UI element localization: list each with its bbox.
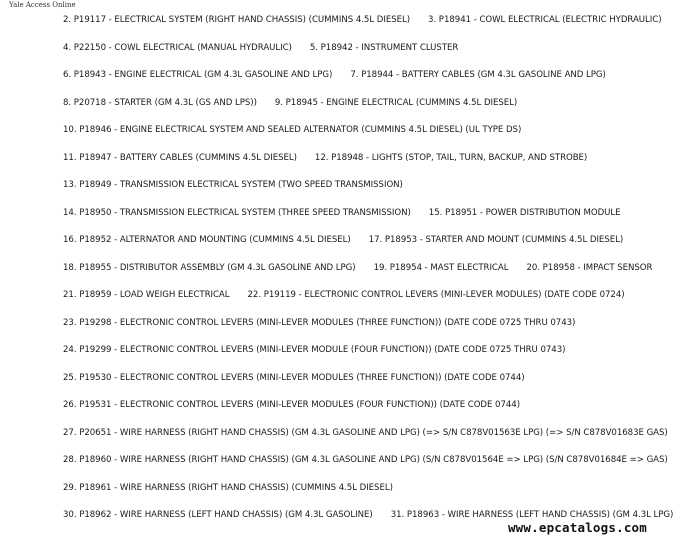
list-line: [63, 124, 678, 152]
index-entry-link[interactable]: 8. P20718 - STARTER (GM 4.3L (GS AND LPS)): [63, 97, 257, 108]
index-entry-link[interactable]: 28. P18960 - WIRE HARNESS (RIGHT HAND CHASSIS) (GM 4.3L GASOLINE AND LPG) (S/N C878V01564E => LPG) (S/N C878V01684E => GAS): [63, 455, 668, 465]
list-line: [63, 152, 678, 180]
list-line: [63, 454, 678, 482]
list-line: [63, 344, 678, 372]
index-entry-link[interactable]: 7. P18944 - BATTERY CABLES (GM 4.3L GASOLINE AND LPG): [350, 70, 606, 80]
index-entry-link[interactable]: 17. P18953 - STARTER AND MOUNT (CUMMINS 4.5L DIESEL): [368, 235, 624, 245]
list-line: [63, 234, 678, 262]
list-line: [63, 179, 678, 207]
list-line: [63, 372, 678, 400]
list-line: [63, 262, 678, 290]
index-entry-link[interactable]: 31. P18963 - WIRE HARNESS (LEFT HAND CHASSIS) (GM 4.3L LPG): [390, 510, 674, 520]
index-entry-link[interactable]: 29. P18961 - WIRE HARNESS (RIGHT HAND CHASSIS) (CUMMINS 4.5L DIESEL): [63, 482, 393, 493]
list-line: [63, 69, 678, 97]
index-entry-link[interactable]: 19. P18954 - MAST ELECTRICAL: [373, 262, 509, 273]
index-entry-link[interactable]: 6. P18943 - ENGINE ELECTRICAL (GM 4.3L GASOLINE AND LPG): [63, 70, 333, 80]
index-entry-link[interactable]: 3. P18941 - COWL ELECTRICAL (ELECTRIC HYDRAULIC): [428, 15, 662, 25]
list-line: [63, 427, 678, 455]
list-line: [63, 482, 678, 510]
index-entry-link[interactable]: 14. P18950 - TRANSMISSION ELECTRICAL SYSTEM (THREE SPEED TRANSMISSION): [63, 207, 411, 218]
list-line: [63, 289, 678, 317]
list-line: [63, 97, 678, 125]
index-entry-link[interactable]: 13. P18949 - TRANSMISSION ELECTRICAL SYSTEM (TWO SPEED TRANSMISSION): [63, 180, 403, 190]
site-label: Yale Access Online: [9, 1, 76, 9]
index-entry-link[interactable]: 4. P22150 - COWL ELECTRICAL (MANUAL HYDRAULIC): [63, 42, 292, 53]
index-entry-link[interactable]: 26. P19531 - ELECTRONIC CONTROL LEVERS (MINI-LEVER MODULES (FOUR FUNCTION)) (DATE CODE 0744): [63, 400, 521, 410]
index-entry-link[interactable]: 25. P19530 - ELECTRONIC CONTROL LEVERS (MINI-LEVER MODULES (THREE FUNCTION)) (DATE CODE 0744): [63, 372, 525, 383]
parts-index-list: [63, 14, 678, 537]
list-line: [63, 207, 678, 235]
list-line: [63, 14, 678, 42]
index-entry-link[interactable]: 2. P19117 - ELECTRICAL SYSTEM (RIGHT HAND CHASSIS) (CUMMINS 4.5L DIESEL): [63, 15, 411, 25]
index-entry-link[interactable]: 30. P18962 - WIRE HARNESS (LEFT HAND CHASSIS) (GM 4.3L GASOLINE): [63, 510, 373, 520]
index-entry-link[interactable]: 11. P18947 - BATTERY CABLES (CUMMINS 4.5L DIESEL): [63, 152, 297, 163]
index-entry-link[interactable]: 10. P18946 - ENGINE ELECTRICAL SYSTEM AND SEALED ALTERNATOR (CUMMINS 4.5L DIESEL) (UL TYPE DS): [63, 125, 522, 135]
index-entry-link[interactable]: 12. P18948 - LIGHTS (STOP, TAIL, TURN, BACKUP, AND STROBE): [314, 152, 588, 163]
index-entry-link[interactable]: 9. P18945 - ENGINE ELECTRICAL (CUMMINS 4.5L DIESEL): [274, 97, 518, 108]
list-line: [63, 399, 678, 427]
index-entry-link[interactable]: 5. P18942 - INSTRUMENT CLUSTER: [309, 42, 459, 53]
index-entry-link[interactable]: 18. P18955 - DISTRIBUTOR ASSEMBLY (GM 4.3L GASOLINE AND LPG): [63, 262, 356, 273]
index-entry-link[interactable]: 24. P19299 - ELECTRONIC CONTROL LEVERS (MINI-LEVER MODULE (FOUR FUNCTION)) (DATE CODE 0725 THRU 0743): [63, 345, 566, 355]
list-line: [63, 42, 678, 70]
index-entry-link[interactable]: 23. P19298 - ELECTRONIC CONTROL LEVERS (MINI-LEVER MODULES (THREE FUNCTION)) (DATE CODE 0725 THRU 0743): [63, 317, 576, 328]
index-entry-link[interactable]: 20. P18958 - IMPACT SENSOR: [526, 262, 653, 273]
list-line: [63, 317, 678, 345]
index-entry-link[interactable]: 16. P18952 - ALTERNATOR AND MOUNTING (CUMMINS 4.5L DIESEL): [63, 235, 351, 245]
watermark: www.epcatalogs.com: [507, 520, 647, 535]
index-entry-link[interactable]: 22. P19119 - ELECTRONIC CONTROL LEVERS (MINI-LEVER MODULES) (DATE CODE 0724): [247, 290, 625, 300]
index-entry-link[interactable]: 21. P18959 - LOAD WEIGH ELECTRICAL: [63, 290, 230, 300]
index-entry-link[interactable]: 27. P20651 - WIRE HARNESS (RIGHT HAND CHASSIS) (GM 4.3L GASOLINE AND LPG) (=> S/N C878V01563E LPG) (=> S/N C878V01683E GAS): [63, 427, 668, 438]
index-entry-link[interactable]: 15. P18951 - POWER DISTRIBUTION MODULE: [428, 207, 621, 218]
